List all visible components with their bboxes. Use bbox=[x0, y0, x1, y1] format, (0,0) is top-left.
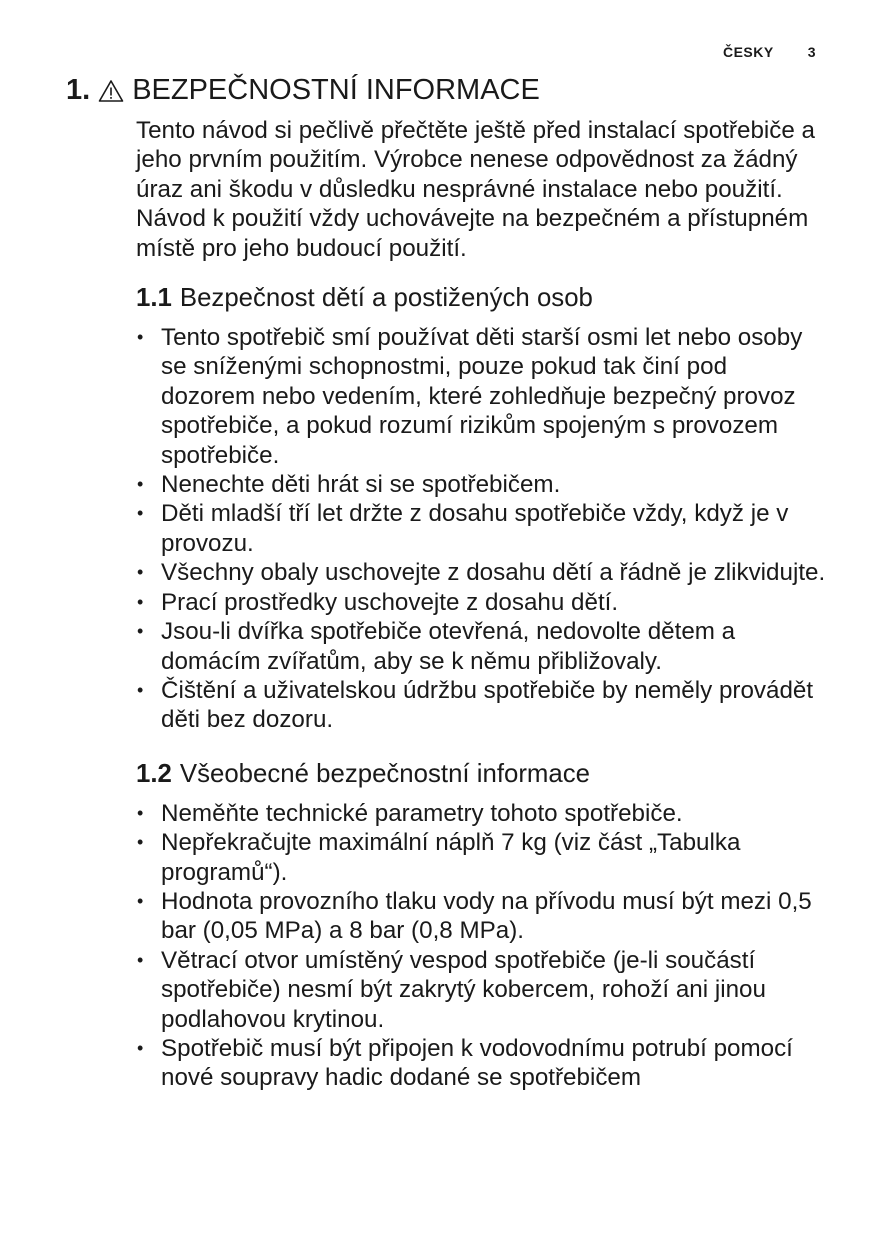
page-header bbox=[723, 44, 816, 60]
list-item: • Nepřekračujte maximální náplň 7 kg (viz část „Tabulka programů“). bbox=[136, 828, 826, 887]
list-item: • Čištění a uživatelskou údržbu spotřebiče by neměly provádět děti bez dozoru. bbox=[136, 676, 826, 735]
section-1-1-number: 1.1 bbox=[136, 284, 172, 313]
list-item: • Nenechte děti hrát si se spotřebičem. bbox=[136, 470, 826, 499]
page-content bbox=[136, 116, 826, 1093]
section-1-1-list bbox=[136, 323, 826, 735]
list-item: • Neměňte technické parametry tohoto spotřebiče. bbox=[136, 799, 826, 828]
list-item: • Všechny obaly uschovejte z dosahu dětí a řádně je zlikvidujte. bbox=[136, 558, 826, 587]
page-number: 3 bbox=[807, 44, 816, 60]
section-1-1-heading bbox=[136, 283, 826, 313]
list-item: • Větrací otvor umístěný vespod spotřebiče (je-li součástí spotřebiče) nesmí být zakrytý kobercem, rohoží ani jinou podlahovou krytinou. bbox=[136, 946, 826, 1034]
header-language: ČESKY bbox=[722, 44, 774, 60]
section-1-2-heading bbox=[136, 759, 826, 789]
list-item: • Prací prostředky uschovejte z dosahu dětí. bbox=[136, 588, 826, 617]
section-1-2-list bbox=[136, 799, 826, 1093]
section-1-2-number: 1.2 bbox=[136, 759, 172, 788]
warning-triangle-icon bbox=[98, 79, 124, 103]
list-item: • Jsou-li dvířka spotřebiče otevřená, nedovolte dětem a domácím zvířatům, aby se k němu přibližovaly. bbox=[136, 617, 826, 676]
section-1-heading bbox=[66, 74, 540, 107]
section-1-title: BEZPEČNOSTNÍ INFORMACE bbox=[132, 74, 540, 106]
list-item: • Děti mladší tří let držte z dosahu spotřebiče vždy, když je v provozu. bbox=[136, 499, 826, 558]
section-1-intro: Tento návod si pečlivě přečtěte ještě před instalací spotřebiče a jeho prvním použitím. Výrobce nenese odpovědnost za žádný úraz ani škodu v důsledku nesprávné instalace nebo použití. Návod k použití vždy uchovávejte na bezpečném a přístupném místě pro jeho budoucí použití. bbox=[136, 117, 815, 262]
section-1-2-title: Všeobecné bezpečnostní informace bbox=[179, 759, 591, 788]
list-item: • Spotřebič musí být připojen k vodovodnímu potrubí pomocí nové soupravy hadic dodané se spotřebičem bbox=[136, 1034, 826, 1093]
section-1-number: 1. bbox=[66, 74, 91, 106]
section-1-1-title: Bezpečnost dětí a postižených osob bbox=[179, 284, 593, 313]
list-item: • Tento spotřebič smí používat děti starší osmi let nebo osoby se sníženými schopnostmi, pouze pokud tak činí pod dozorem nebo vedením, které zohledňuje bezpečný provoz spotřebiče, a pokud rozumí rizikům spojeným s provozem spotřebiče. bbox=[136, 323, 826, 470]
list-item: • Hodnota provozního tlaku vody na přívodu musí být mezi 0,5 bar (0,05 MPa) a 8 bar (0,8 MPa). bbox=[136, 887, 826, 946]
